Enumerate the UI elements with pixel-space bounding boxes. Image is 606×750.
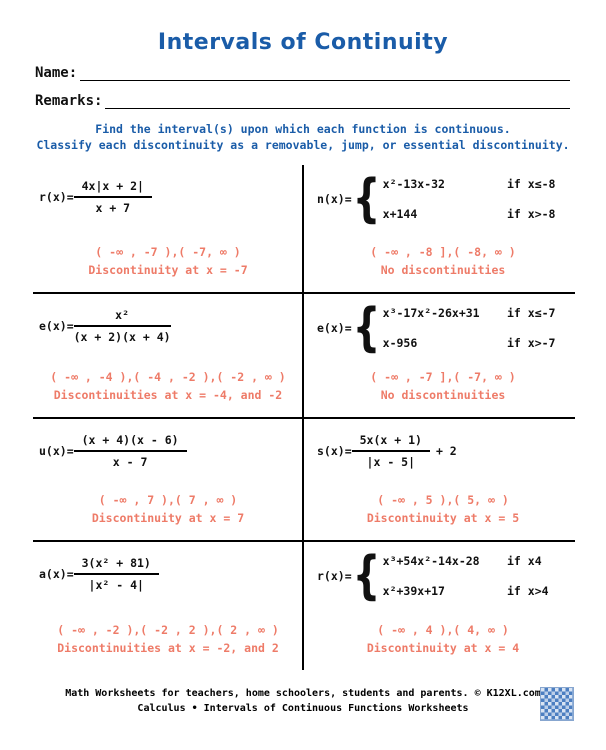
discontinuity-answer: No discontinuities <box>380 388 506 402</box>
name-field-line <box>80 64 570 81</box>
problem-4-answers <box>311 368 575 404</box>
intervals-answer: ( -∞ , -2 ),( -2 , 2 ),( 2 , ∞ ) <box>57 623 279 637</box>
function-label: r(x)= <box>39 190 74 204</box>
piecewise-case <box>383 554 575 568</box>
problem-3-answers <box>33 368 303 404</box>
case-condition: if x>-7 <box>507 336 556 350</box>
function-label: e(x)= <box>317 321 352 335</box>
discontinuity-answer: Discontinuity at x = 5 <box>366 511 520 525</box>
problem-2 <box>311 165 575 292</box>
discontinuity-answer: No discontinuities <box>380 263 506 277</box>
intervals-answer: ( -∞ , 7 ),( 7 , ∞ ) <box>98 493 238 507</box>
function-label: n(x)= <box>317 192 352 206</box>
problem-3-function <box>39 308 303 344</box>
function-label: s(x)= <box>317 444 352 458</box>
problem-5-answers <box>33 491 303 527</box>
fraction <box>74 433 187 469</box>
fraction-denominator: (x + 2)(x + 4) <box>73 330 171 344</box>
problem-5 <box>33 419 303 540</box>
case-condition: if x≤-7 <box>507 306 556 320</box>
problem-7-answers <box>33 621 303 657</box>
discontinuity-answer: Discontinuity at x = 4 <box>366 641 520 655</box>
footer <box>0 686 606 716</box>
intervals-answer: ( -∞ , -8 ],( -8, ∞ ) <box>370 245 516 259</box>
problem-8-answers <box>311 621 575 657</box>
problem-2-function <box>317 169 575 229</box>
fraction-numerator: (x + 4)(x - 6) <box>74 433 187 452</box>
function-label: a(x)= <box>39 567 74 581</box>
discontinuity-answer: Discontinuity at x = -7 <box>88 263 248 277</box>
piecewise-case <box>383 207 575 221</box>
fraction-denominator: |x² - 4| <box>88 578 144 592</box>
left-brace-icon: { <box>352 169 381 229</box>
intervals-answer: ( -∞ , 5 ),( 5, ∞ ) <box>377 493 509 507</box>
problem-6-answers <box>311 491 575 527</box>
case-expression: x-956 <box>382 336 418 350</box>
problem-1 <box>33 165 303 292</box>
footer-line-1: Math Worksheets for teachers, home schoolers, students and parents. © K12XL.com <box>65 688 541 699</box>
intervals-answer: ( -∞ , -7 ],( -7, ∞ ) <box>370 370 516 384</box>
page-title: Intervals of Continuity <box>157 30 449 55</box>
piecewise-case <box>383 336 575 350</box>
piecewise-cases <box>383 306 575 350</box>
left-brace-icon: { <box>352 298 381 358</box>
case-expression: x³+54x²-14x-28 <box>382 554 480 568</box>
name-label: Name: <box>35 65 78 81</box>
fraction-denominator: x - 7 <box>112 455 148 469</box>
case-condition: if x>-8 <box>507 207 556 221</box>
problem-1-answers <box>33 243 303 279</box>
problem-2-answers <box>311 243 575 279</box>
discontinuity-answer: Discontinuities at x = -2, and 2 <box>57 641 279 655</box>
intervals-answer: ( -∞ , 4 ),( 4, ∞ ) <box>377 623 509 637</box>
fraction-numerator: 4x|x + 2| <box>74 179 152 198</box>
function-label: e(x)= <box>39 319 74 333</box>
case-condition: if x>4 <box>507 584 549 598</box>
instructions <box>0 121 606 153</box>
name-field-row <box>35 64 570 81</box>
problem-4 <box>311 294 575 417</box>
case-expression: x+144 <box>382 207 418 221</box>
instructions-line-1: Find the interval(s) upon which each function is continuous. <box>95 122 511 136</box>
remarks-field-row <box>35 92 570 109</box>
remarks-label: Remarks: <box>35 93 103 109</box>
fraction-denominator: x + 7 <box>95 201 131 215</box>
intervals-answer: ( -∞ , -4 ),( -4 , -2 ),( -2 , ∞ ) <box>50 370 286 384</box>
remarks-field-line <box>105 92 570 109</box>
piecewise-cases <box>383 177 575 221</box>
left-brace-icon: { <box>352 546 381 606</box>
function-suffix: + 2 <box>435 444 457 458</box>
fraction-numerator: x² <box>74 308 171 327</box>
function-label: u(x)= <box>39 444 74 458</box>
piecewise-cases <box>383 554 575 598</box>
fraction-numerator: 3(x² + 81) <box>74 556 159 575</box>
fraction-denominator: |x - 5| <box>366 455 416 469</box>
instructions-line-2: Classify each discontinuity as a removable, jump, or essential discontinuity. <box>36 138 570 152</box>
piecewise-case <box>383 306 575 320</box>
footer-line-2: Calculus • Intervals of Continuous Functions Worksheets <box>137 703 469 714</box>
case-condition: if x≤-8 <box>507 177 556 191</box>
problem-3 <box>33 294 303 417</box>
problem-4-function <box>317 298 575 358</box>
piecewise-case <box>383 177 575 191</box>
fraction-numerator: 5x(x + 1) <box>352 433 430 452</box>
piecewise-case <box>383 584 575 598</box>
fraction <box>74 308 171 344</box>
fraction <box>352 433 430 469</box>
problem-6 <box>311 419 575 540</box>
fraction <box>74 179 152 215</box>
discontinuity-answer: Discontinuity at x = 7 <box>91 511 245 525</box>
function-label: r(x)= <box>317 569 352 583</box>
discontinuity-answer: Discontinuities at x = -4, and -2 <box>53 388 283 402</box>
qr-code <box>541 688 573 720</box>
case-expression: x²-13x-32 <box>382 177 445 191</box>
problem-8-function <box>317 546 575 606</box>
case-expression: x³-17x²-26x+31 <box>382 306 480 320</box>
intervals-answer: ( -∞ , -7 ),( -7, ∞ ) <box>95 245 241 259</box>
problem-5-function <box>39 433 303 469</box>
problem-1-function <box>39 179 303 215</box>
fraction <box>74 556 159 592</box>
case-condition: if x4 <box>507 554 542 568</box>
problem-7-function <box>39 556 303 592</box>
case-expression: x²+39x+17 <box>382 584 445 598</box>
problem-6-function <box>317 433 575 469</box>
problem-7 <box>33 542 303 670</box>
problem-8 <box>311 542 575 670</box>
